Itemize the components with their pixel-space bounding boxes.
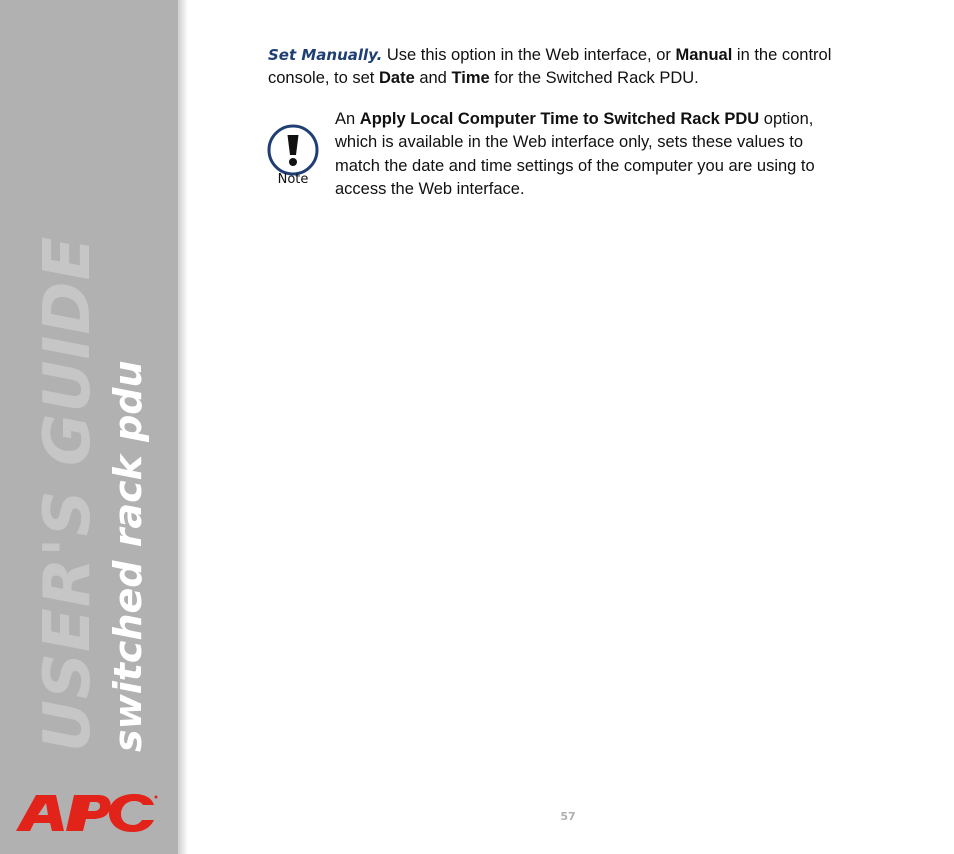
paragraph-text: Use this option in the Web interface, or (382, 46, 676, 64)
note-text-run: An (335, 110, 360, 128)
guide-title: USER'S GUIDE (31, 235, 105, 752)
set-manually-paragraph (268, 44, 838, 90)
sidebar-shadow (178, 0, 188, 854)
note-text (335, 108, 815, 201)
note-paragraph (335, 108, 815, 201)
paragraph-text: in the control console, to set (268, 46, 832, 87)
bold-term-apply-local-time: Apply Local Computer Time to Switched Rack PDU (359, 110, 760, 128)
exclamation-icon (266, 122, 320, 202)
note-text-run: option, which is available in the Web interface only, sets these values to match the date and time settings of the computer you are using to access the Web interface. (335, 110, 815, 198)
bold-term-manual: Manual (675, 46, 733, 64)
note-label: Note (277, 172, 309, 187)
bold-term-date: Date (378, 69, 415, 87)
paragraph-text: for the Switched Rack PDU. (489, 69, 699, 87)
paragraph-text: and (414, 69, 452, 87)
page-number: 57 (560, 810, 576, 823)
guide-subtitle: switched rack pdu (106, 360, 150, 752)
section-heading: Set Manually. (268, 46, 383, 64)
apc-logo (14, 793, 159, 833)
bold-term-time: Time (451, 69, 490, 87)
section-body (268, 44, 838, 90)
